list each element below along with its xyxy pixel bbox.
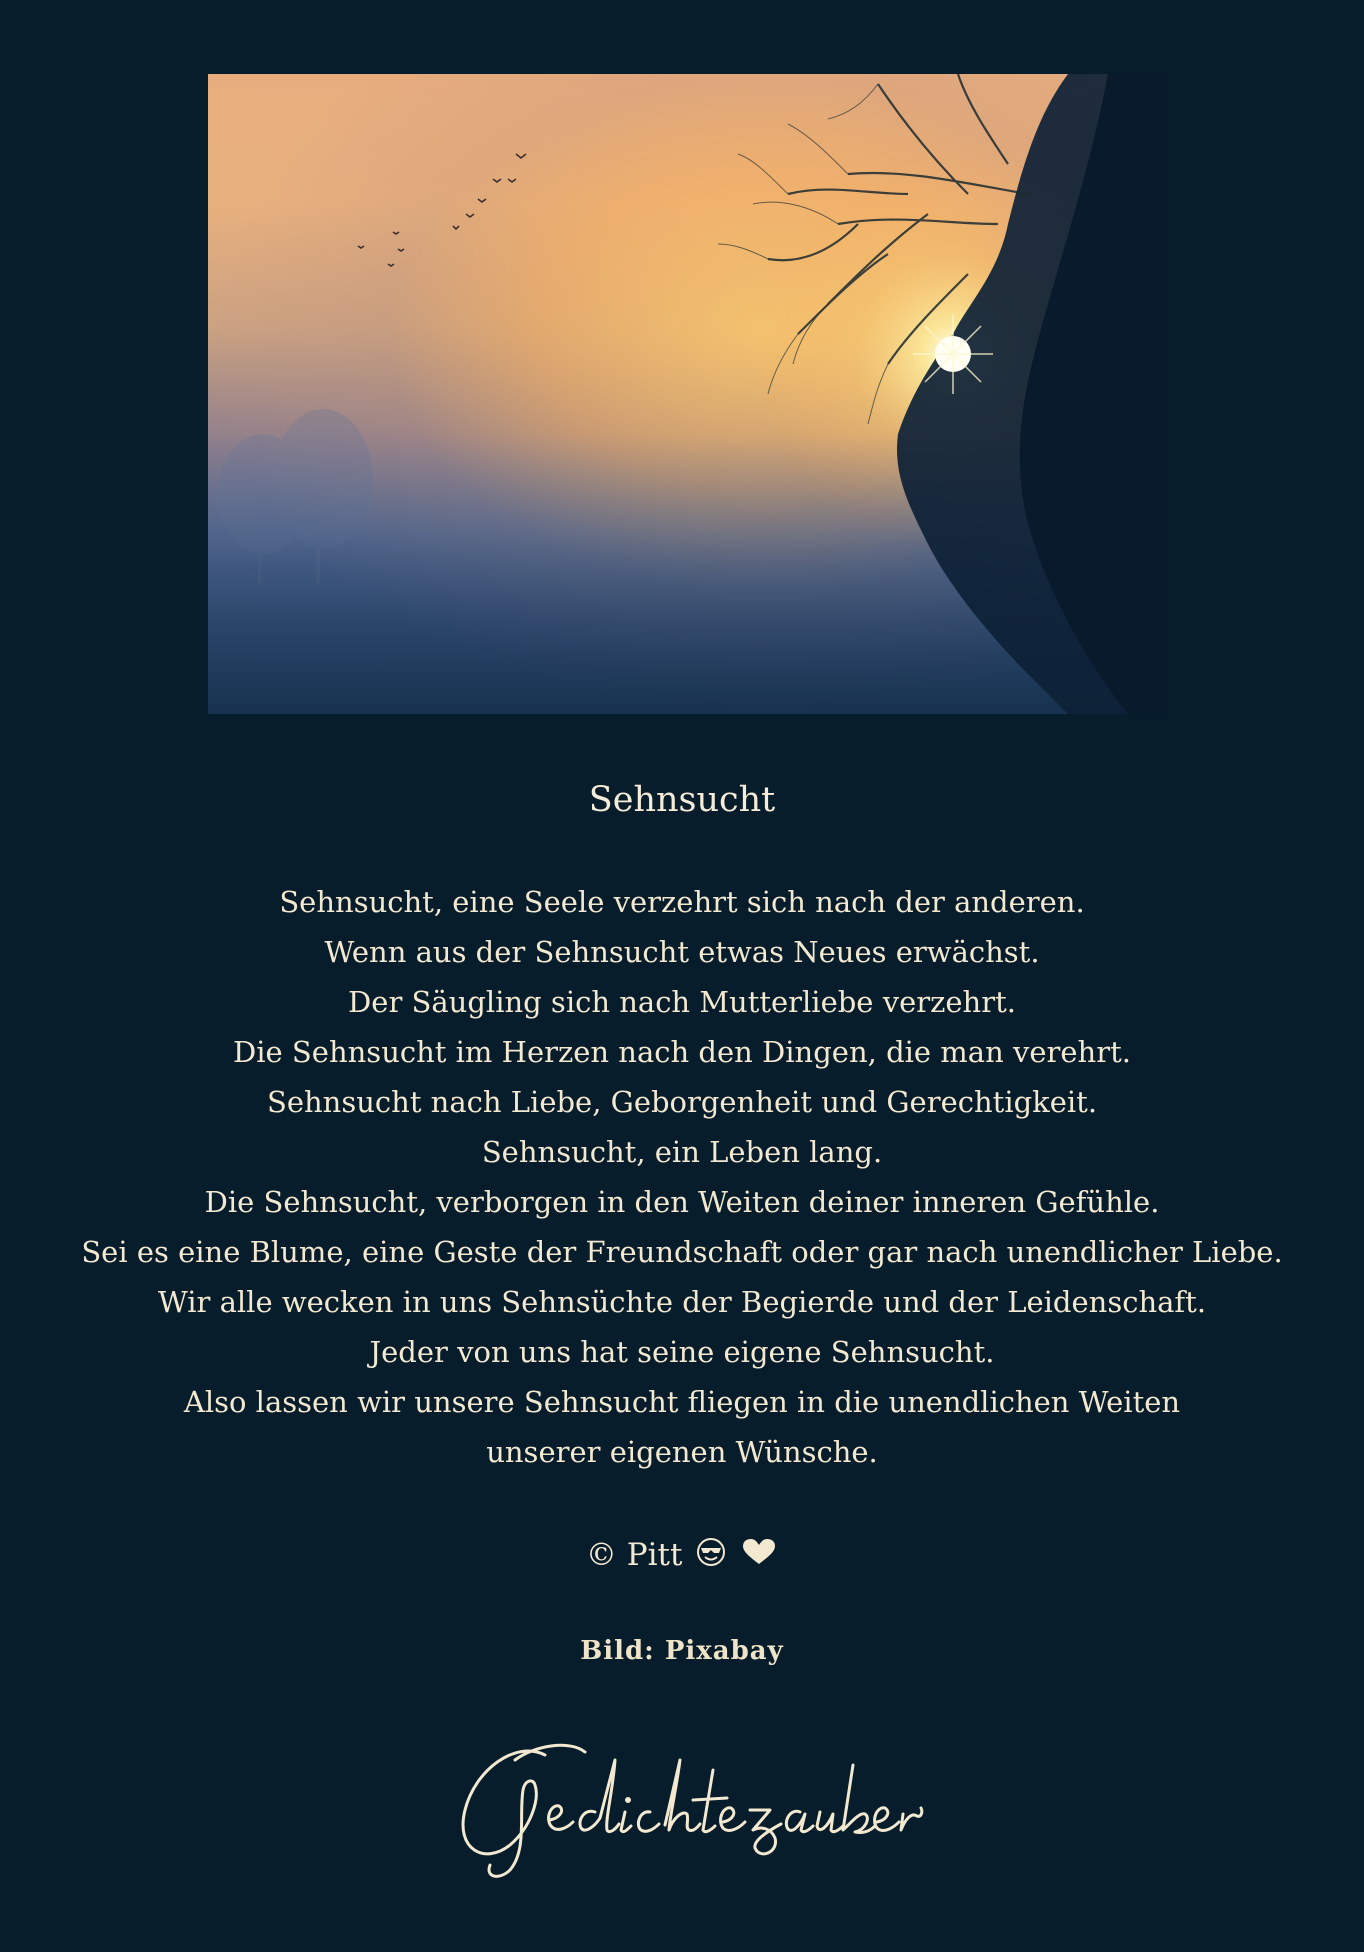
- header-photo: [208, 74, 1168, 714]
- poem-title: Sehnsucht: [588, 780, 776, 820]
- poem-line: Sehnsucht nach Liebe, Geborgenheit und Gerechtigkeit.: [266, 1085, 1098, 1119]
- poem-line: Jeder von uns hat seine eigene Sehnsucht.: [369, 1335, 995, 1369]
- foggy-sunrise-tree-photo: [208, 74, 1168, 714]
- poem-line: Die Sehnsucht im Herzen nach den Dingen, die man verehrt.: [233, 1035, 1131, 1069]
- sunglasses-face-icon: [696, 1537, 726, 1577]
- poem-line: unserer eigenen Wünsche.: [486, 1435, 878, 1469]
- poem-line: Also lassen wir unsere Sehnsucht fliegen in die unendlichen Weiten: [183, 1385, 1181, 1419]
- poem-line: Die Sehnsucht, verborgen in den Weiten deiner inneren Gefühle.: [204, 1185, 1160, 1219]
- poem-line: Sehnsucht, eine Seele verzehrt sich nach der anderen.: [279, 885, 1085, 919]
- heart-icon: [740, 1537, 778, 1577]
- poem-line: Sehnsucht, ein Leben lang.: [481, 1135, 883, 1169]
- copyright-text: © Pitt: [585, 1537, 683, 1573]
- copyright-line: [0, 1535, 1364, 1577]
- poem-line: Der Säugling sich nach Mutterliebe verzehrt.: [348, 985, 1016, 1019]
- poem-body: [0, 877, 1364, 1477]
- poem-line: Wenn aus der Sehnsucht etwas Neues erwächst.: [324, 935, 1040, 969]
- image-credit: Bild: Pixabay: [580, 1636, 784, 1666]
- poem-line: Wir alle wecken in uns Sehnsüchte der Begierde und der Leidenschaft.: [157, 1285, 1207, 1319]
- poem-line: Sei es eine Blume, eine Geste der Freundschaft oder gar nach unendlicher Liebe.: [81, 1235, 1283, 1269]
- handwritten-signature-logo: [455, 1730, 925, 1880]
